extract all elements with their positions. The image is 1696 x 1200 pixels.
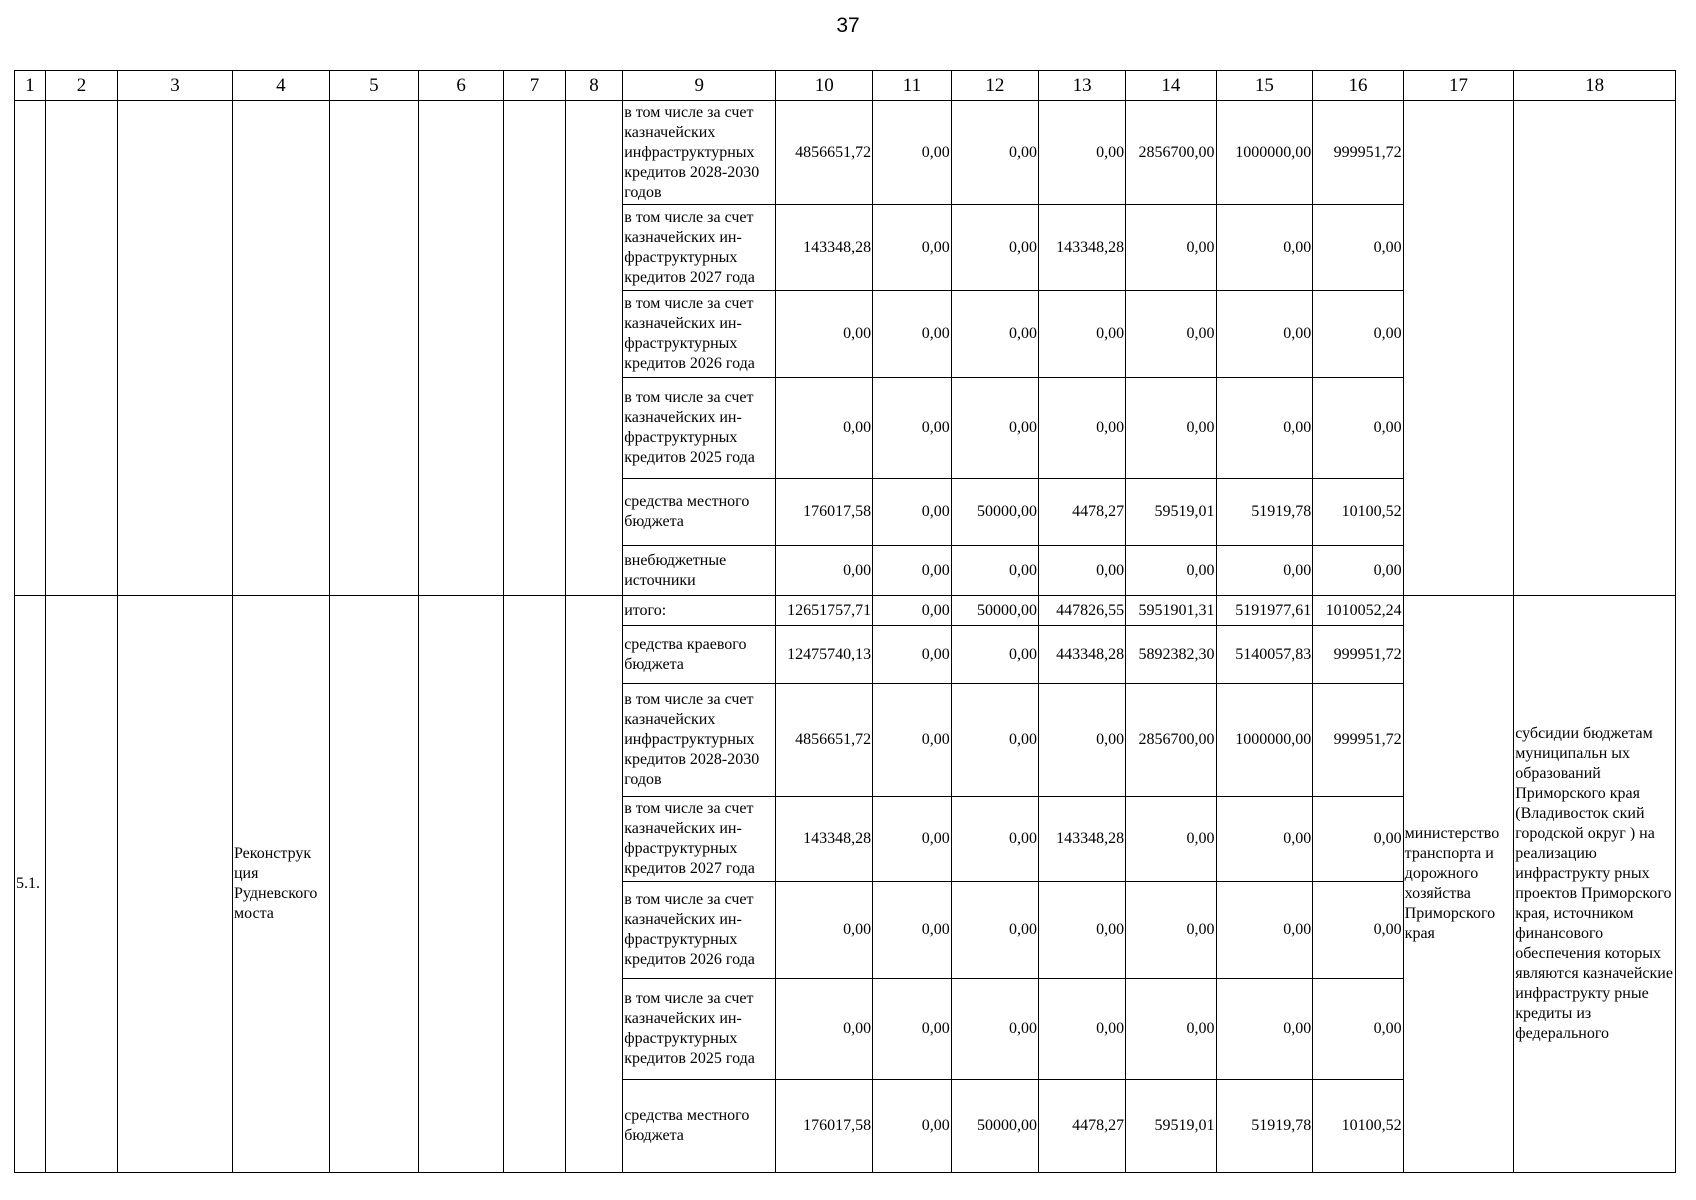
value-cell: 10100,52 xyxy=(1313,1080,1403,1173)
value-cell: 5140057,83 xyxy=(1216,626,1313,684)
col-header: 15 xyxy=(1216,71,1313,101)
cell-empty xyxy=(45,101,117,596)
funding-source-label: внебюджетные источники xyxy=(623,546,776,596)
col-header: 13 xyxy=(1038,71,1125,101)
value-cell: 4856651,72 xyxy=(776,684,873,797)
value-cell: 0,00 xyxy=(1038,101,1125,205)
funding-source-label: в том числе за счет казначейских ин-фраструктурных кредитов 2025 года xyxy=(623,378,776,479)
col-header: 3 xyxy=(118,71,233,101)
col-header: 18 xyxy=(1514,71,1676,101)
value-cell: 176017,58 xyxy=(776,479,873,546)
cell-empty xyxy=(504,101,566,596)
value-cell: 0,00 xyxy=(1126,378,1216,479)
value-cell: 50000,00 xyxy=(951,596,1038,626)
value-cell: 0,00 xyxy=(873,979,952,1080)
col-header: 4 xyxy=(232,71,329,101)
value-cell: 0,00 xyxy=(951,291,1038,378)
value-cell: 0,00 xyxy=(776,979,873,1080)
header-row xyxy=(15,71,1676,101)
value-cell: 0,00 xyxy=(1216,882,1313,979)
funding-source-label: в том числе за счет казначейских ин-фраструктурных кредитов 2027 года xyxy=(623,205,776,291)
cell-empty xyxy=(419,596,504,1173)
value-cell: 0,00 xyxy=(951,101,1038,205)
col-header: 12 xyxy=(951,71,1038,101)
value-cell: 0,00 xyxy=(1216,797,1313,882)
value-cell: 0,00 xyxy=(1313,378,1403,479)
value-cell: 0,00 xyxy=(1216,546,1313,596)
value-cell: 0,00 xyxy=(1038,291,1125,378)
funding-source-label: в том числе за счет казначейских ин-фраструктурных кредитов 2026 года xyxy=(623,291,776,378)
cell-empty xyxy=(118,596,233,1173)
executor: министерство транспорта и дорожного хозяйства Приморского края xyxy=(1403,596,1514,1173)
value-cell: 59519,01 xyxy=(1126,479,1216,546)
value-cell: 143348,28 xyxy=(1038,797,1125,882)
funding-source-label: средства местного бюджета xyxy=(623,479,776,546)
cell-empty xyxy=(118,101,233,596)
value-cell: 443348,28 xyxy=(1038,626,1125,684)
value-cell: 0,00 xyxy=(873,101,952,205)
value-cell: 1000000,00 xyxy=(1216,101,1313,205)
cell-empty xyxy=(565,101,622,596)
value-cell: 0,00 xyxy=(951,626,1038,684)
funding-source-label: в том числе за счет казначейских ин-фраструктурных кредитов 2025 года xyxy=(623,979,776,1080)
budget-table xyxy=(14,70,1676,1173)
value-cell: 2856700,00 xyxy=(1126,101,1216,205)
value-cell: 0,00 xyxy=(951,797,1038,882)
col-header: 17 xyxy=(1403,71,1514,101)
col-header: 16 xyxy=(1313,71,1403,101)
value-cell: 4478,27 xyxy=(1038,1080,1125,1173)
value-cell: 1010052,24 xyxy=(1313,596,1403,626)
value-cell: 0,00 xyxy=(1216,205,1313,291)
col-header: 9 xyxy=(623,71,776,101)
cell-empty xyxy=(504,596,566,1173)
value-cell: 143348,28 xyxy=(776,205,873,291)
value-cell: 59519,01 xyxy=(1126,1080,1216,1173)
value-cell: 1000000,00 xyxy=(1216,684,1313,797)
value-cell: 0,00 xyxy=(873,797,952,882)
value-cell: 999951,72 xyxy=(1313,626,1403,684)
value-cell: 0,00 xyxy=(1216,291,1313,378)
value-cell: 0,00 xyxy=(873,479,952,546)
value-cell: 176017,58 xyxy=(776,1080,873,1173)
value-cell: 0,00 xyxy=(873,546,952,596)
value-cell: 0,00 xyxy=(951,979,1038,1080)
cell-empty xyxy=(232,101,329,596)
value-cell: 0,00 xyxy=(1038,882,1125,979)
value-cell: 0,00 xyxy=(1126,797,1216,882)
value-cell: 0,00 xyxy=(951,205,1038,291)
value-cell: 0,00 xyxy=(1038,378,1125,479)
value-cell: 0,00 xyxy=(873,684,952,797)
col-header: 1 xyxy=(15,71,46,101)
value-cell: 4856651,72 xyxy=(776,101,873,205)
col-header: 11 xyxy=(873,71,952,101)
value-cell: 0,00 xyxy=(873,1080,952,1173)
value-cell: 0,00 xyxy=(776,291,873,378)
value-cell: 2856700,00 xyxy=(1126,684,1216,797)
value-cell: 143348,28 xyxy=(1038,205,1125,291)
col-header: 10 xyxy=(776,71,873,101)
value-cell: 0,00 xyxy=(776,378,873,479)
funding-source-label: средства краевого бюджета xyxy=(623,626,776,684)
value-cell: 0,00 xyxy=(1126,979,1216,1080)
cell-empty xyxy=(1403,101,1514,596)
value-cell: 999951,72 xyxy=(1313,101,1403,205)
note: субсидии бюджетам муниципальн ых образований Приморского края (Владивосток ский городской округ ) на реализацию инфраструкту рных проектов Приморского края, источником финансового обеспечения которых являются казначейские инфраструкту рные кредиты из федерального xyxy=(1514,596,1676,1173)
value-cell: 0,00 xyxy=(873,205,952,291)
table-row xyxy=(15,101,1676,205)
value-cell: 0,00 xyxy=(873,626,952,684)
value-cell: 12475740,13 xyxy=(776,626,873,684)
cell-empty xyxy=(329,596,418,1173)
value-cell: 999951,72 xyxy=(1313,684,1403,797)
funding-source-label: итого: xyxy=(623,596,776,626)
value-cell: 0,00 xyxy=(951,882,1038,979)
value-cell: 0,00 xyxy=(1313,797,1403,882)
col-header: 7 xyxy=(504,71,566,101)
value-cell: 0,00 xyxy=(1313,205,1403,291)
value-cell: 0,00 xyxy=(776,546,873,596)
value-cell: 0,00 xyxy=(951,546,1038,596)
value-cell: 0,00 xyxy=(873,882,952,979)
col-header: 2 xyxy=(45,71,117,101)
value-cell: 0,00 xyxy=(1313,882,1403,979)
value-cell: 0,00 xyxy=(1038,684,1125,797)
item-number: 5.1. xyxy=(15,596,46,1173)
value-cell: 4478,27 xyxy=(1038,479,1125,546)
table-row xyxy=(15,596,1676,626)
value-cell: 0,00 xyxy=(1313,546,1403,596)
value-cell: 0,00 xyxy=(1313,291,1403,378)
value-cell: 447826,55 xyxy=(1038,596,1125,626)
value-cell: 10100,52 xyxy=(1313,479,1403,546)
value-cell: 0,00 xyxy=(1126,546,1216,596)
funding-source-label: в том числе за счет казначейских инфраструктурных кредитов 2028-2030 годов xyxy=(623,101,776,205)
value-cell: 0,00 xyxy=(873,596,952,626)
value-cell: 0,00 xyxy=(951,684,1038,797)
cell-empty xyxy=(1514,101,1676,596)
cell-empty xyxy=(419,101,504,596)
value-cell: 143348,28 xyxy=(776,797,873,882)
cell-empty xyxy=(15,101,46,596)
value-cell: 0,00 xyxy=(1126,291,1216,378)
cell-empty xyxy=(329,101,418,596)
value-cell: 0,00 xyxy=(1313,979,1403,1080)
col-header: 14 xyxy=(1126,71,1216,101)
col-header: 6 xyxy=(419,71,504,101)
value-cell: 5951901,31 xyxy=(1126,596,1216,626)
value-cell: 0,00 xyxy=(1126,205,1216,291)
value-cell: 12651757,71 xyxy=(776,596,873,626)
value-cell: 51919,78 xyxy=(1216,1080,1313,1173)
funding-source-label: в том числе за счет казначейских инфраструктурных кредитов 2028-2030 годов xyxy=(623,684,776,797)
value-cell: 51919,78 xyxy=(1216,479,1313,546)
cell-empty xyxy=(45,596,117,1173)
value-cell: 0,00 xyxy=(1038,979,1125,1080)
value-cell: 0,00 xyxy=(1216,378,1313,479)
value-cell: 0,00 xyxy=(1038,546,1125,596)
funding-source-label: в том числе за счет казначейских ин-фраструктурных кредитов 2027 года xyxy=(623,797,776,882)
value-cell: 50000,00 xyxy=(951,479,1038,546)
value-cell: 50000,00 xyxy=(951,1080,1038,1173)
value-cell: 0,00 xyxy=(873,378,952,479)
funding-source-label: средства местного бюджета xyxy=(623,1080,776,1173)
page-number: 37 xyxy=(836,14,860,37)
value-cell: 0,00 xyxy=(776,882,873,979)
project-name: Реконструк ция Рудневского моста xyxy=(232,596,329,1173)
value-cell: 0,00 xyxy=(1126,882,1216,979)
col-header: 5 xyxy=(329,71,418,101)
col-header: 8 xyxy=(565,71,622,101)
value-cell: 0,00 xyxy=(1216,979,1313,1080)
value-cell: 0,00 xyxy=(873,291,952,378)
value-cell: 5892382,30 xyxy=(1126,626,1216,684)
value-cell: 5191977,61 xyxy=(1216,596,1313,626)
cell-empty xyxy=(565,596,622,1173)
value-cell: 0,00 xyxy=(951,378,1038,479)
funding-source-label: в том числе за счет казначейских ин-фраструктурных кредитов 2026 года xyxy=(623,882,776,979)
